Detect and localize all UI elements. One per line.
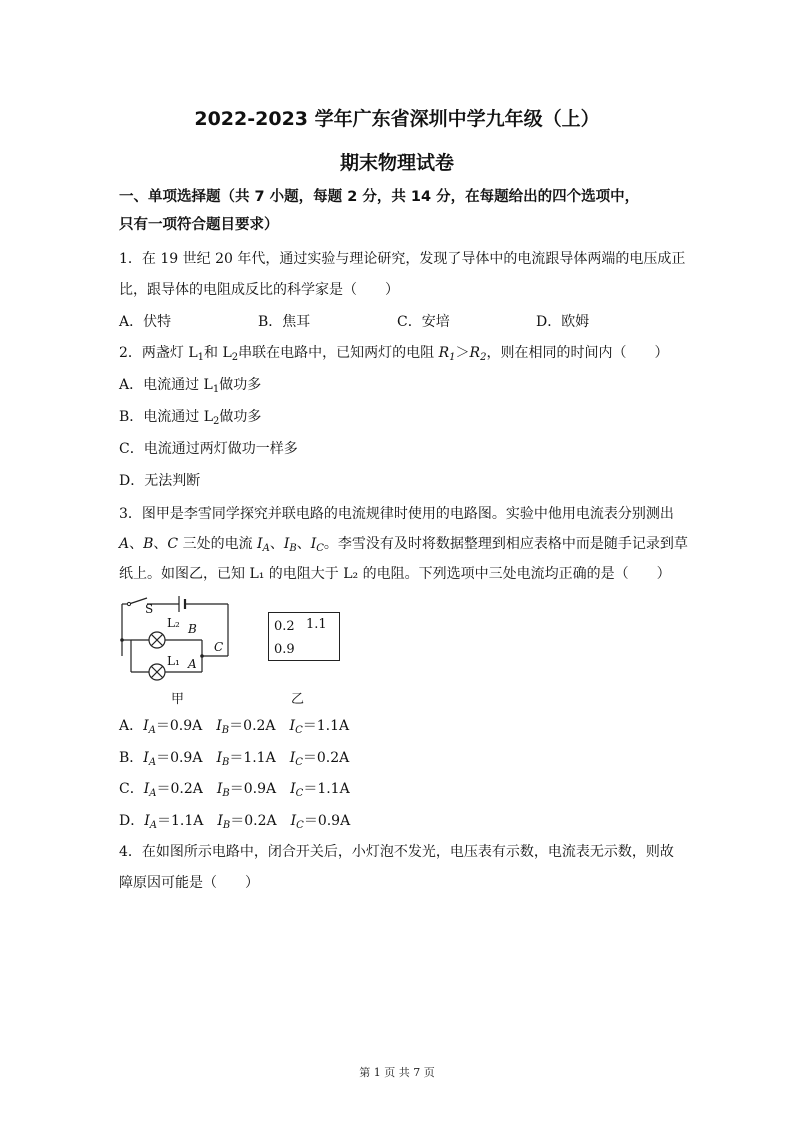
q1-option-d: D．欧姆 bbox=[536, 314, 590, 330]
note-value-3: 0.9 bbox=[274, 642, 295, 657]
point-a-label: A bbox=[188, 657, 197, 671]
circuit-diagram-jia bbox=[115, 590, 240, 685]
q2-option-d: D．无法判断 bbox=[119, 473, 201, 489]
q1-option-b: B．焦耳 bbox=[258, 314, 311, 330]
section-heading-line2: 只有一项符合题目要求） bbox=[119, 217, 279, 233]
figure-jia-caption: 甲 bbox=[171, 692, 185, 707]
q2-option-a: A．电流通过 $L_1$做功多 bbox=[119, 377, 262, 395]
q3-option-c: C．$I_A=0.2A$ $I_B=0.9A$ $I_C=1.1A$ bbox=[119, 781, 350, 799]
q4-line2: 障原因可能是（ ） bbox=[119, 875, 259, 891]
q3-line1: 3．图甲是李雪同学探究并联电路的电流规律时使用的电路图。实验中他用电流表分别测出 bbox=[119, 506, 674, 522]
section-heading-line1: 一、单项选择题（共 7 小题，每题 2 分，共 14 分，在每题给出的四个选项中， bbox=[119, 189, 640, 205]
switch-label: S bbox=[145, 602, 154, 616]
q3-option-d: D．$I_A=1.1A$ $I_B=0.2A$ $I_C=0.9A$ bbox=[119, 813, 351, 831]
page-subtitle: 期末物理试卷 bbox=[339, 152, 454, 174]
q2-stem-mid2: 串联在电路中，已知两灯的电阻 bbox=[238, 345, 439, 361]
q3-line2: A、B、C 三处的电流 $I_A$、$I_B$、$I_C$。李雪没有及时将数据整理到相应表格中而是随手记录到草 bbox=[119, 536, 688, 554]
q2-stem: 2．两盏灯 $L_1$和 $L_2$串联在电路中，已知两灯的电阻 $R_1>R_2$，则在相同的时间内（ ） bbox=[119, 345, 669, 363]
q4-line1: 4．在如图所示电路中，闭合开关后，小灯泡不发光，电压表有示数，电流表无示数，则故 bbox=[119, 844, 674, 860]
q2-stem-pre: 2．两盏灯 L bbox=[119, 345, 198, 361]
point-b-label: B bbox=[188, 622, 197, 636]
page-title: 2022-2023 学年广东省深圳中学九年级（上） bbox=[194, 108, 600, 130]
note-value-2: 1.1 bbox=[306, 617, 327, 632]
q3-option-b: B．$I_A=0.9A$ $I_B=1.1A$ $I_C=0.2A$ bbox=[119, 750, 350, 768]
q3-option-a: A．$I_A=0.9A$ $I_B=0.2A$ $I_C=1.1A$ bbox=[119, 718, 350, 736]
page-footer: 第 1 页 共 7 页 bbox=[359, 1066, 435, 1079]
figure-yi-caption: 乙 bbox=[291, 692, 305, 707]
q2-option-b: B．电流通过 $L_2$做功多 bbox=[119, 409, 262, 427]
q3-line3: 纸上。如图乙，已知 L₁ 的电阻大于 L₂ 的电阻。下列选项中三处电流均正确的是（ ） bbox=[119, 566, 671, 582]
note-value-1: 0.2 bbox=[274, 619, 295, 634]
lamp-l1-label: L₁ bbox=[167, 654, 180, 668]
q2-option-c: C．电流通过两灯做功一样多 bbox=[119, 441, 298, 457]
point-c-label: C bbox=[214, 640, 224, 654]
q1-line1: 1．在 19 世纪 20 年代，通过实验与理论研究，发现了导体中的电流跟导体两端的电压成正 bbox=[119, 251, 686, 267]
q1-option-c: C．安培 bbox=[397, 314, 450, 330]
lamp-l2-label: L₂ bbox=[167, 616, 180, 630]
q2-stem-mid1: 和 L bbox=[204, 345, 232, 361]
q1-option-a: A．伏特 bbox=[119, 314, 172, 330]
q2-stem-post: ，则在相同的时间内（ ） bbox=[486, 345, 669, 361]
q1-line2: 比，跟导体的电阻成反比的科学家是（ ） bbox=[119, 282, 399, 298]
